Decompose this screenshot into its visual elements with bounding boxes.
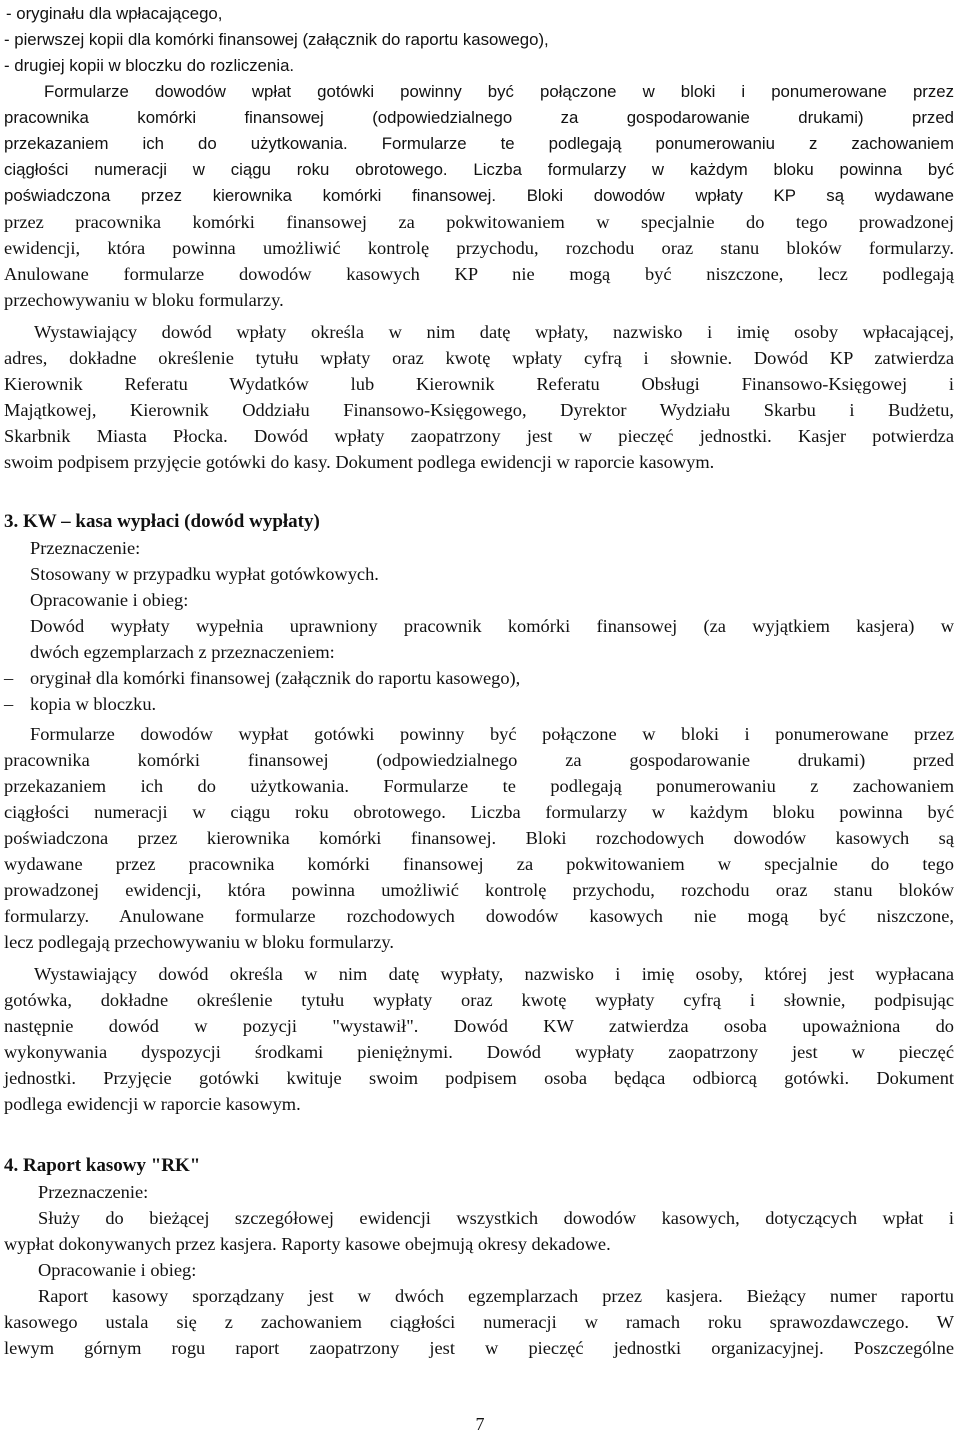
text-line: lecz podlegają przechowywaniu w bloku formularzy. [4,932,394,952]
text-line: Dowód wypłaty wypełnia uprawniony pracownik komórki finansowej (za wyjątkiem kasjera) w [30,616,954,636]
bullet-text: oryginał dla komórki finansowej (załącznik do raportu kasowego), [30,668,521,688]
rk-section [4,1153,954,1361]
text-line: poświadczona przez kierownika komórki finansowej. Bloki dowodów wpłaty KP są wydawane [4,186,954,205]
text-line: pracownika komórki finansowej (odpowiedzialnego za gospodarowanie drukami) przed [4,108,954,127]
section-heading: 3. KW – kasa wypłaci (dowód wypłaty) [4,511,320,532]
distribution-list [4,1,954,79]
text-line: ciągłości numeracji w ciągu roku obrotowego. Liczba formularzy w każdym bloku powinna być [4,802,954,822]
text-line: formularzy. Anulowane formularze rozchodowych dowodów kasowych nie mogą być niszczone, [4,906,954,926]
bullet-text: kopia w bloczku. [30,694,157,714]
dash-marker: – [4,694,14,714]
list-item: - oryginału dla wpłacającego, [6,4,223,23]
text-line: jednostki. Przyjęcie gotówki kwituje swoim podpisem osoba będąca odbiorcą gotówki. Dokument [4,1068,954,1088]
text-line: podlega ewidencji w raporcie kasowym. [4,1094,301,1114]
text-line: ciągłości numeracji w ciągu roku obrotowego. Liczba formularzy w każdym bloku powinna być [4,160,954,179]
text-line: Majątkowej, Kierownik Oddziału Finansowo-Księgowego, Dyrektor Wydziału Skarbu i Budżetu, [4,400,954,420]
text-line: lewym górnym rogu raport zaopatrzony jest w pieczęć jednostki organizacyjnej. Poszczególne [4,1338,954,1358]
list-item: - pierwszej kopii dla komórki finansowej (załącznik do raportu kasowego), [4,30,549,49]
kp-paragraph-1 [4,79,954,313]
text-line: następnie dowód w pozycji "wystawił". Dowód KW zatwierdza osoba upoważniona do [4,1016,954,1036]
text-line: Formularze dowodów wpłat gotówki powinny być połączone w bloki i ponumerowane przez [44,82,954,101]
kw-paragraph-1 [4,721,954,955]
bullet-item [4,691,954,717]
text-line: Wystawiający dowód określa w nim datę wypłaty, nazwisko i imię osoby, której jest wypłacana [34,964,954,984]
text-line: przechowywaniu w bloku formularzy. [4,290,284,310]
purpose-label: Przeznaczenie: [38,1182,149,1202]
flow-label: Opracowanie i obieg: [38,1260,197,1280]
text-line: kasowego ustala się z zachowaniem ciągłości numeracji w ramach roku sprawozdawczego. W [4,1312,954,1332]
text-line: przez pracownika komórki finansowej za pokwitowaniem w specjalnie do tego prowadzonej [4,212,954,232]
text-line: dwóch egzemplarzach z przeznaczeniem: [30,642,335,662]
text-line: wydawane przez pracownika komórki finansowej za pokwitowaniem w specjalnie do tego [4,854,954,874]
text-line: prowadzonej ewidencji, która powinna umożliwić kontrolę przychodu, rozchodu oraz stanu bloków [4,880,954,900]
text-line: gotówka, dokładne określenie tytułu wypłaty oraz kwotę wypłaty cyfrą i słownie, podpisując [4,990,954,1010]
text-line: pracownika komórki finansowej (odpowiedzialnego za gospodarowanie drukami) przed [4,750,954,770]
text-line: Skarbnik Miasta Płocka. Dowód wpłaty zaopatrzony jest w pieczęć jednostki. Kasjer potwierdza [4,426,954,446]
text-line: swoim podpisem przyjęcie gotówki do kasy. Dokument podlega ewidencji w raporcie kasowym. [4,452,715,472]
purpose-text: Stosowany w przypadku wypłat gotówkowych. [30,564,379,584]
section-heading: 4. Raport kasowy "RK" [4,1155,201,1176]
page-number: 7 [475,1414,485,1434]
dash-marker: – [4,668,14,688]
text-line: Anulowane formularze dowodów kasowych KP nie mogą być niszczone, lecz podlegają [4,264,954,284]
text-line: adres, dokładne określenie tytułu wpłaty oraz kwotę wpłaty cyfrą i słownie. Dowód KP zatwierdza [4,348,954,368]
text-line: Kierownik Referatu Wydatków lub Kierownik Referatu Obsługi Finansowo-Księgowej i [4,374,954,394]
list-item: - drugiej kopii w bloczku do rozliczenia. [4,56,295,75]
text-line: wykonywania dyspozycji środkami pieniężnymi. Dowód wypłaty zaopatrzony jest w pieczęć [4,1042,954,1062]
flow-label: Opracowanie i obieg: [30,590,189,610]
bullet-item [4,665,954,691]
text-line: Formularze dowodów wypłat gotówki powinny być połączone w bloki i ponumerowane przez [30,724,954,744]
text-line: poświadczona przez kierownika komórki finansowej. Bloki rozchodowych dowodów kasowych są [4,828,954,848]
text-line: Raport kasowy sporządzany jest w dwóch egzemplarzach przez kasjera. Bieżący numer raportu [38,1286,954,1306]
text-line: ewidencji, która powinna umożliwić kontrolę przychodu, rozchodu oraz stanu bloków formularzy. [4,238,954,258]
text-line: przekazaniem ich do użytkowania. Formularze te podlegają ponumerowaniu z zachowaniem [4,776,954,796]
text-line: Służy do bieżącej szczegółowej ewidencji wszystkich dowodów kasowych, dotyczących wpłat i [38,1208,954,1228]
kw-section [4,509,954,717]
text-line: wypłat dokonywanych przez kasjera. Raporty kasowe obejmują okresy dekadowe. [4,1234,611,1254]
text-line: Wystawiający dowód wpłaty określa w nim datę wpłaty, nazwisko i imię osoby wpłacającej, [34,322,954,342]
text-line: przekazaniem ich do użytkowania. Formularze te podlegają ponumerowaniu z zachowaniem [4,134,954,153]
kw-paragraph-2 [4,961,954,1117]
purpose-label: Przeznaczenie: [30,538,141,558]
kp-paragraph-2 [4,319,954,475]
